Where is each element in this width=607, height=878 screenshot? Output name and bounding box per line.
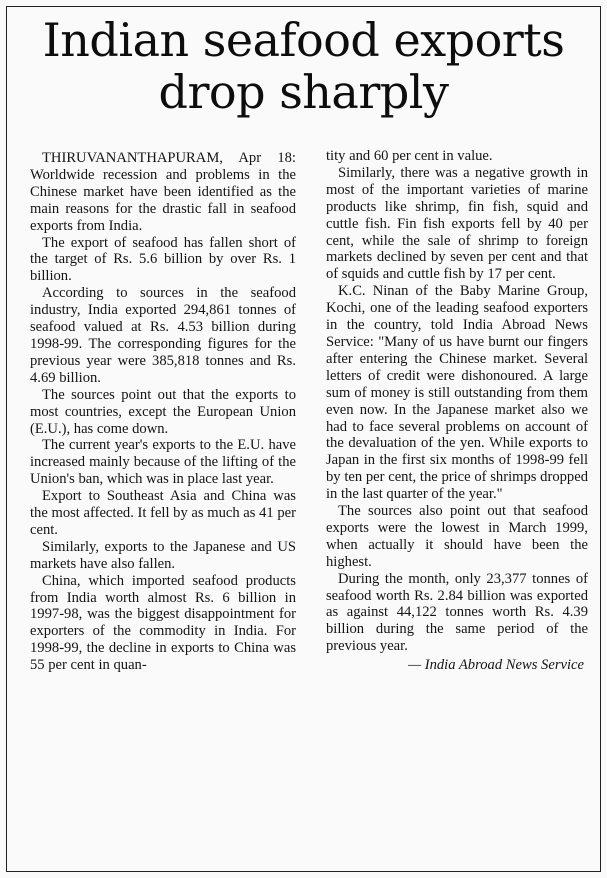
paragraph: THIRUVANANTHAPURAM, Apr 18: Worldwide recession and problems in the Chinese market have been identified as the main reasons for the drastic fall in seafood exports from India. bbox=[30, 150, 296, 234]
paragraph: Similarly, exports to the Japanese and US markets have also fallen. bbox=[30, 538, 296, 572]
paragraph: China, which imported seafood products from India worth almost Rs. 6 billion in 1997-98, was the biggest disappointment for exporters of the commodity in India. For 1998-99, the decline in exports to China was 55 per cent in quan- bbox=[30, 572, 296, 674]
paragraph: During the month, only 23,377 tonnes of seafood worth Rs. 2.84 billion was exported as against 44,122 tonnes worth Rs. 4.39 billion during the same period of the previous year. bbox=[326, 570, 588, 655]
paragraph: Similarly, there was a negative growth in most of the important varieties of marine products like shrimp, fin fish, squid and cuttle fish. Fin fish exports fell by 40 per cent, while the sale of shrimp to foreign markets declined by seven per cent and that of squids and cuttle fish by 17 per cent. bbox=[326, 164, 588, 283]
paragraph: K.C. Ninan of the Baby Marine Group, Kochi, one of the leading seafood exporters in the country, told India Abroad News Service: "Many of us have burnt our fingers after entering the Chinese market. Several letters of credit were dishonoured. A large sum of money is still outstanding from them even now. In the Japanese market also we had to face several problems on account of the devaluation of the yen. While exports to Japan in the first six months of 1998-99 fell by ten per cent, the price of shrimps dropped in the last quarter of the year." bbox=[326, 283, 588, 503]
paragraph: The sources also point out that seafood exports were the lowest in March 1999, when actually it should have been the highest. bbox=[326, 503, 588, 570]
headline bbox=[0, 14, 607, 118]
paragraph: The sources point out that the exports to most countries, except the European Union (E.U.), has come down. bbox=[30, 386, 296, 437]
paragraph: Export to Southeast Asia and China was the most affected. It fell by as much as 41 per cent. bbox=[30, 488, 296, 538]
paragraph: The current year's exports to the E.U. have increased mainly because of the lifting of the Union's ban, which was in place last year. bbox=[30, 437, 296, 488]
paragraph-continuation: tity and 60 per cent in value. bbox=[326, 148, 493, 164]
paragraph: The export of seafood has fallen short of the target of Rs. 5.6 billion by over Rs. 1 billion. bbox=[30, 234, 296, 285]
byline: — India Abroad News Service bbox=[408, 657, 584, 674]
headline-line-1: Indian seafood exports bbox=[42, 13, 565, 67]
paragraph: According to sources in the seafood industry, India exported 294,861 tonnes of seafood valued at Rs. 4.53 billion during 1998-99. The corresponding figures for the previous year were 385,818 tonnes and Rs. 4.69 billion. bbox=[30, 285, 296, 386]
left-column bbox=[30, 150, 296, 674]
headline-line-2: drop sharply bbox=[158, 65, 449, 119]
right-column bbox=[326, 148, 588, 674]
